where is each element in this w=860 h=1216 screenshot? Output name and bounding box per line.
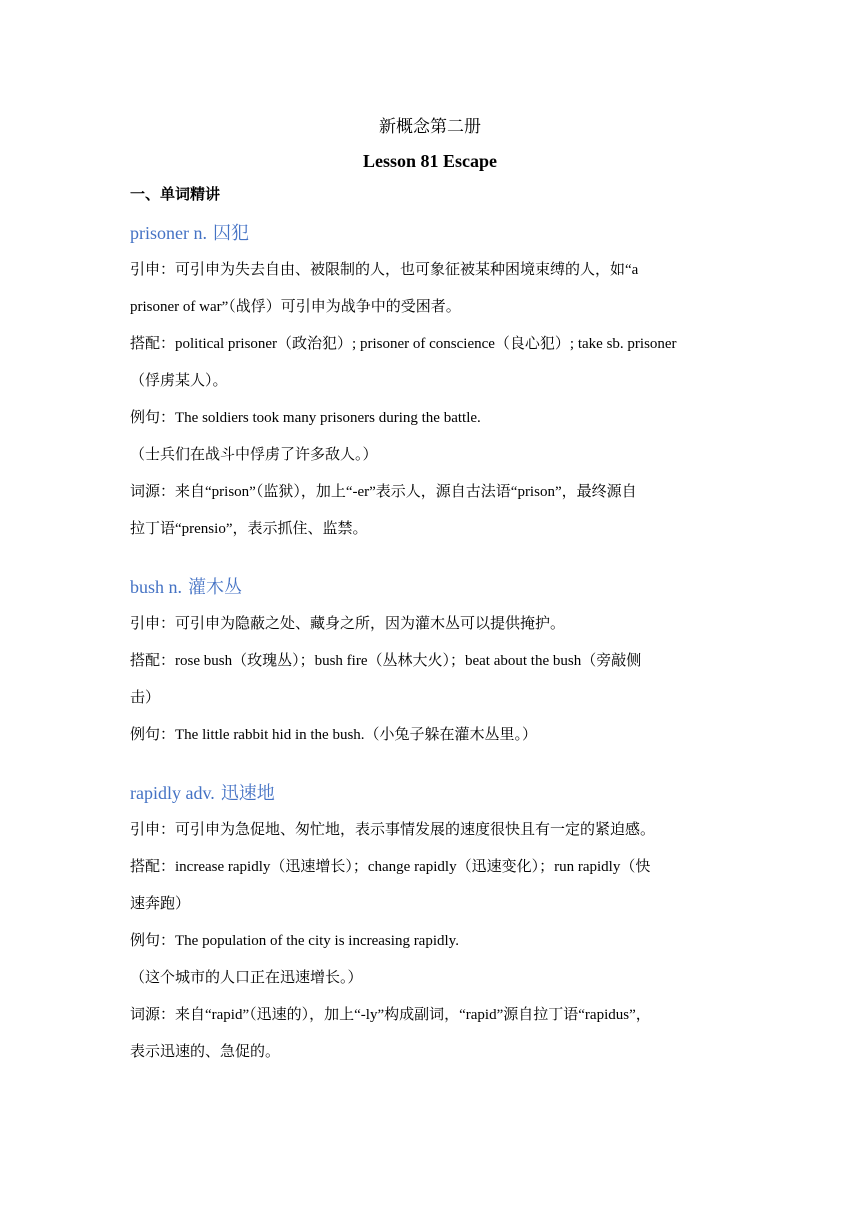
entry-heading xyxy=(130,568,730,606)
entry-line: （士兵们在战斗中俘虏了许多敌人。） xyxy=(130,447,378,463)
entry-meaning: 灌木丛 xyxy=(188,577,243,597)
entry-line: 词源：来自“prison”（监狱），加上“-er”表示人，源自古法语“prison”，最终源自 xyxy=(130,484,637,500)
entry-line: 引申：可引申为失去自由、被限制的人，也可象征被某种困境束缚的人，如“a xyxy=(130,262,639,278)
entry-line: 引申：可引申为隐蔽之处、藏身之所，因为灌木丛可以提供掩护。 xyxy=(130,616,566,632)
vocab-entry-rapidly xyxy=(130,774,730,1071)
entry-line: 例句：The population of the city is increasing rapidly. xyxy=(130,933,459,949)
entry-line: prisoner of war”（战俘）可引申为战争中的受困者。 xyxy=(130,299,461,315)
spacer xyxy=(130,548,730,568)
lesson-title: Lesson 81 Escape xyxy=(362,151,497,171)
entry-heading xyxy=(130,774,730,812)
entry-line: 搭配：political prisoner（政治犯）; prisoner of conscience（良心犯）; take sb. prisoner xyxy=(130,336,677,352)
entry-line: 例句：The little rabbit hid in the bush.（小兔子躲在灌木丛里。） xyxy=(130,727,538,743)
entry-line: 例句：The soldiers took many prisoners during the battle. xyxy=(130,410,481,426)
entry-line: 拉丁语“prensio”，表示抓住、监禁。 xyxy=(130,521,368,537)
section-heading: 一、单词精讲 xyxy=(130,187,221,203)
entry-line: 表示迅速的、急促的。 xyxy=(130,1044,281,1060)
spacer xyxy=(130,754,730,774)
vocab-entry-prisoner xyxy=(130,214,730,548)
entry-line: 引申：可引申为急促地、匆忙地，表示事情发展的速度很快且有一定的紧迫感。 xyxy=(130,822,656,838)
entry-word: bush n. xyxy=(130,577,183,597)
vocab-entry-bush xyxy=(130,568,730,754)
entry-heading xyxy=(130,214,730,252)
entry-line: 搭配：increase rapidly（迅速增长）；change rapidly（迅速变化）；run rapidly（快 xyxy=(130,859,651,875)
entry-line: （这个城市的人口正在迅速增长。） xyxy=(130,970,363,986)
entry-line: 击） xyxy=(130,690,161,706)
entry-meaning: 囚犯 xyxy=(212,223,249,243)
document-page xyxy=(130,110,730,1071)
entry-meaning: 迅速地 xyxy=(220,783,275,803)
entry-word: rapidly adv. xyxy=(130,783,215,803)
entry-line: 速奔跑） xyxy=(130,896,191,912)
document-title: 新概念第二册 xyxy=(379,117,481,136)
entry-word: prisoner n. xyxy=(130,223,207,243)
entry-line: 词源：来自“rapid”（迅速的），加上“-ly”构成副词，“rapid”源自拉丁语“rapidus”， xyxy=(130,1007,651,1023)
entry-line: （俘虏某人）。 xyxy=(130,373,228,389)
entry-line: 搭配：rose bush（玫瑰丛）；bush fire（丛林大火）；beat about the bush（旁敲侧 xyxy=(130,653,642,669)
